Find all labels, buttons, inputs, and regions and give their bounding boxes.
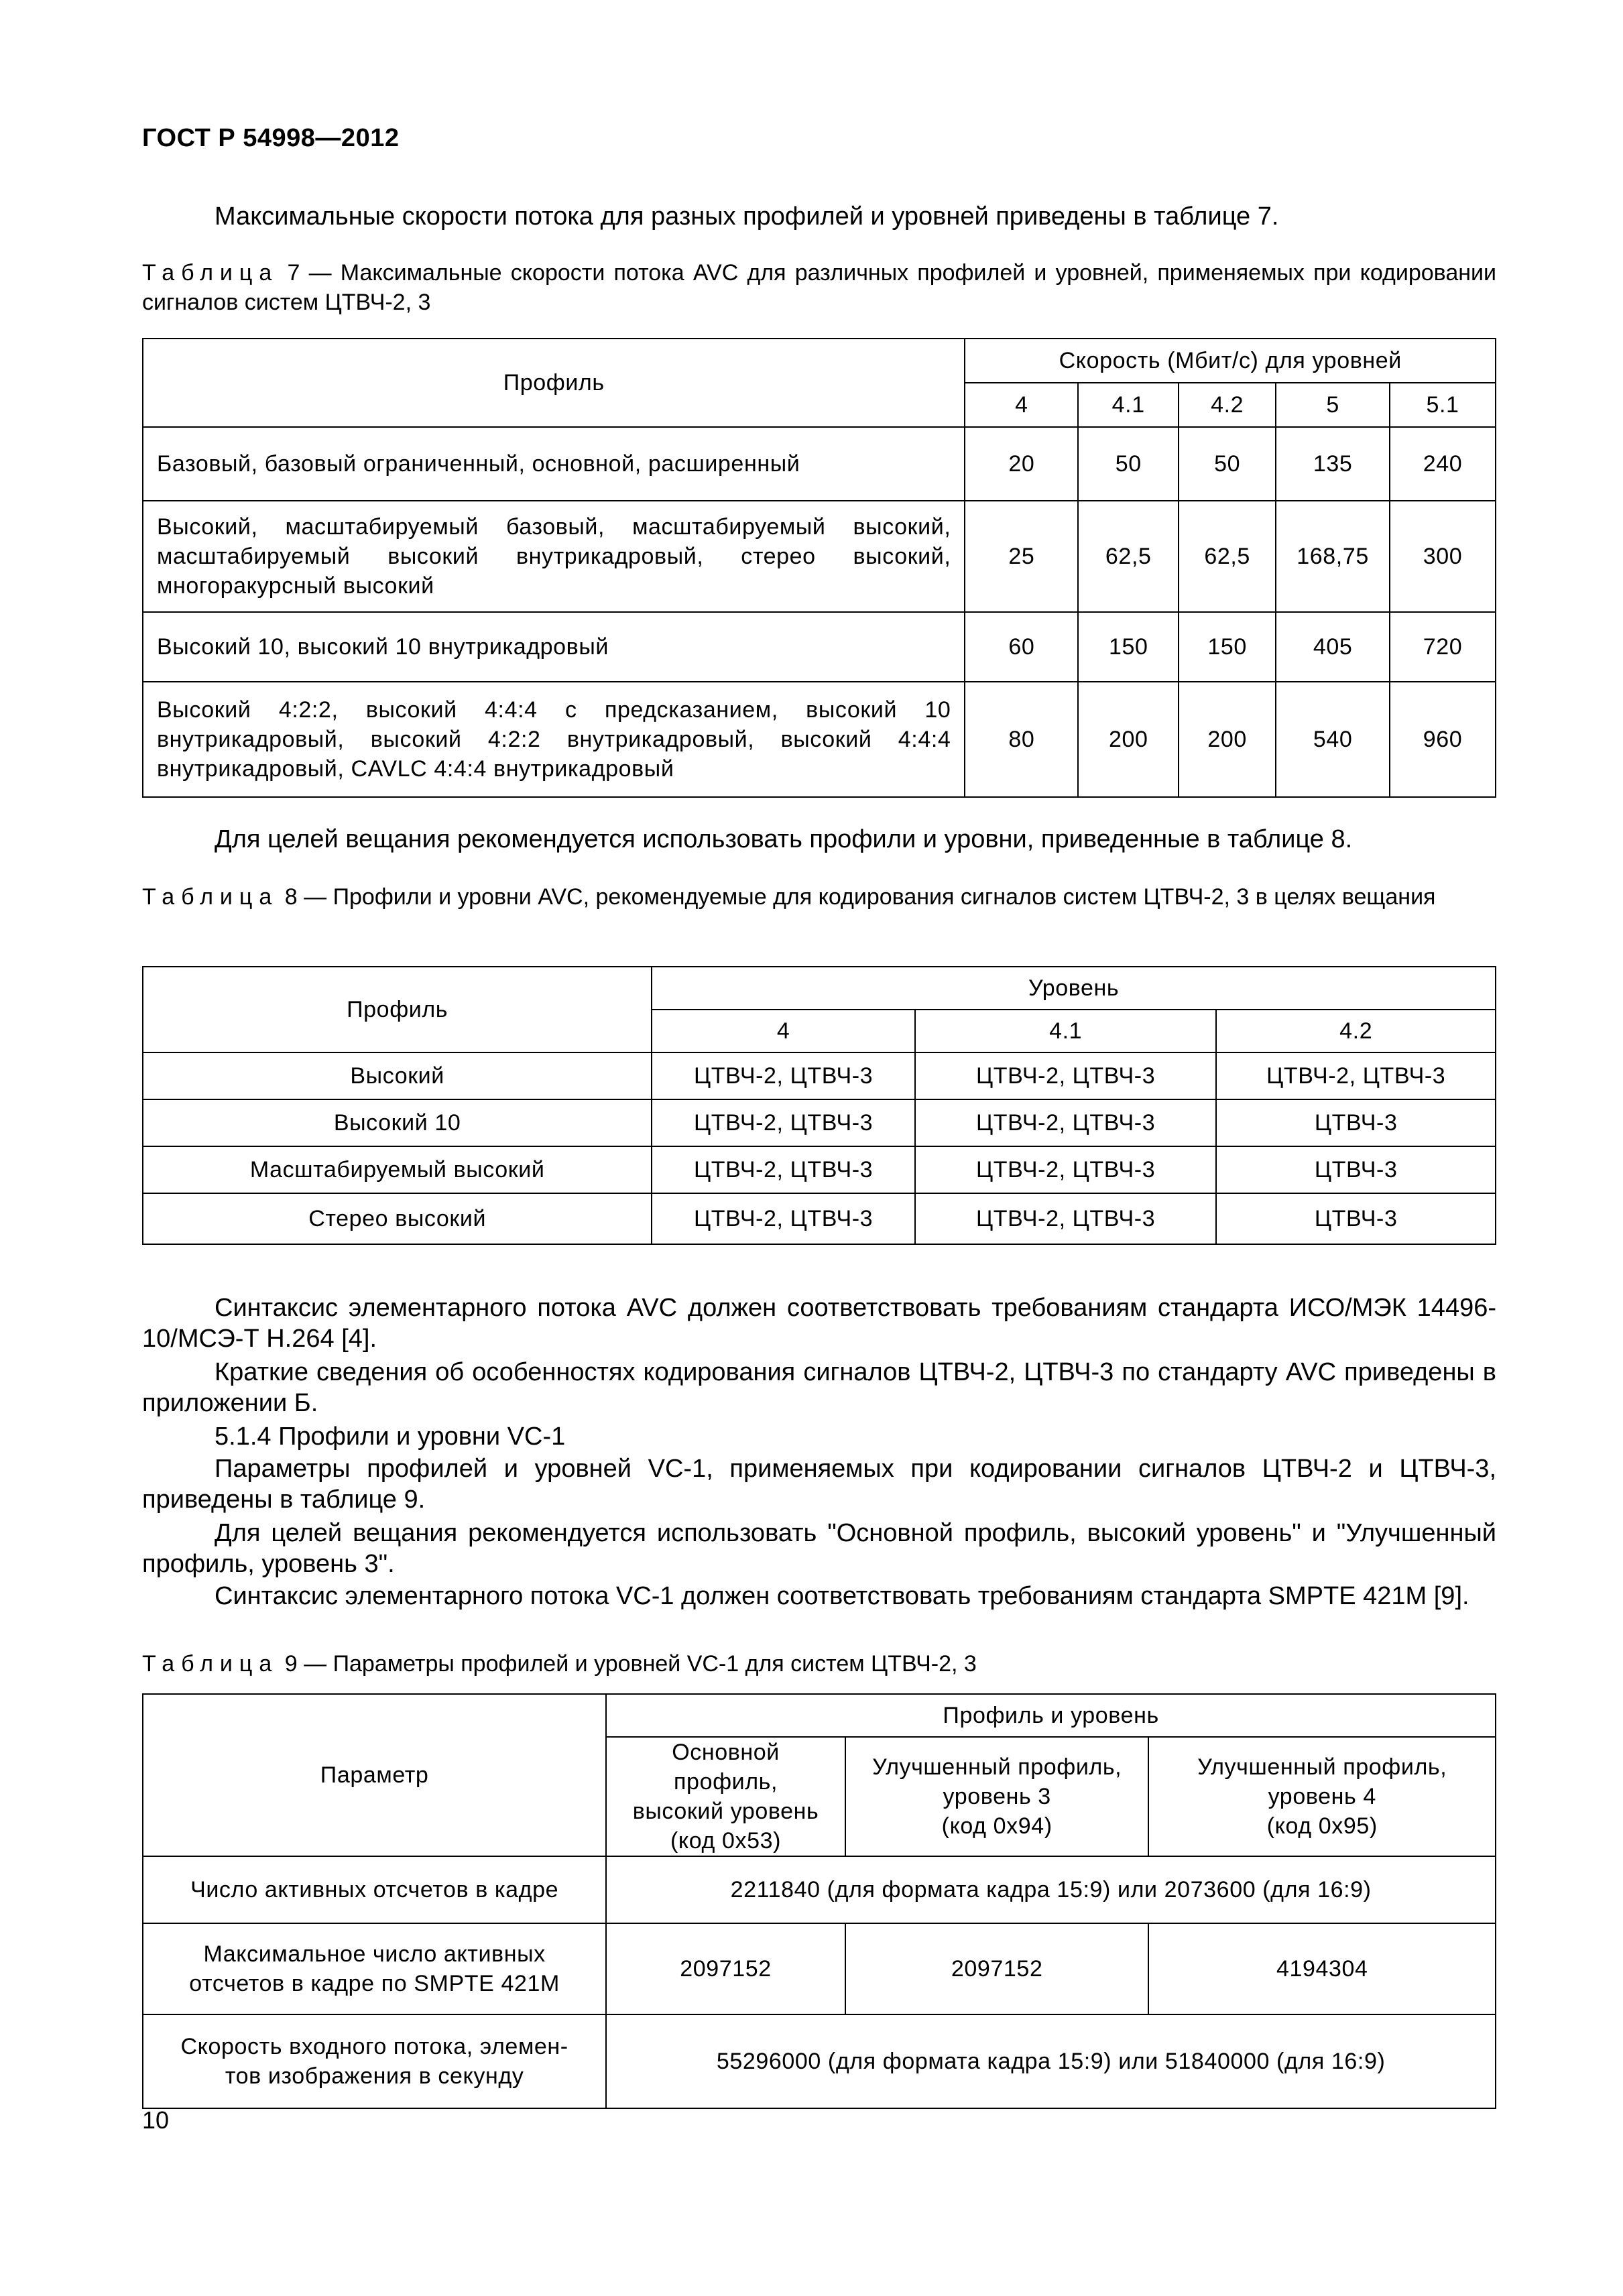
table7-value-cell: 720 [1390, 612, 1496, 682]
table-row [143, 1923, 1496, 2014]
table8-profile-cell: Стерео высокий [143, 1193, 652, 1244]
table7-value-cell: 240 [1390, 427, 1496, 501]
table8-value-cell: ЦТВЧ-2, ЦТВЧ-3 [652, 1193, 915, 1244]
table8-caption-text: 8 — Профили и уровни AVC, рекомендуемые для кодирования сигналов систем ЦТВЧ-2, 3 в целях вещания [284, 884, 1436, 910]
table8-value-cell: ЦТВЧ-3 [1216, 1099, 1496, 1146]
table7-value-cell: 168,75 [1276, 501, 1390, 612]
table9-value-cell: 4194304 [1148, 1923, 1496, 2014]
table-row [143, 1856, 1496, 1923]
body-paragraph: Синтаксис элементарного потока AVC должен соответствовать требованиям стандарта ИСО/МЭК 14496-10/МСЭ-Т H.264 [4]. [142, 1294, 1496, 1353]
table7-value-cell: 150 [1078, 612, 1179, 682]
table7-caption-text: 7 — Максимальные скорости потока AVC для различных профилей и уровней, применяемых при кодировании сигналов систем ЦТВЧ-2, 3 [142, 260, 1496, 315]
table-row [143, 1146, 1496, 1193]
table8-caption [142, 882, 1496, 912]
table-row [143, 1099, 1496, 1146]
table9-header-param: Параметр [143, 1694, 606, 1856]
table7-value-cell: 200 [1078, 682, 1179, 797]
table9-value-cell: 55296000 (для формата кадра 15:9) или 51840000 (для 16:9) [606, 2014, 1496, 2108]
table7-value-cell: 135 [1276, 427, 1390, 501]
table9-subheader [845, 1737, 1149, 1856]
table7-value-cell: 960 [1390, 682, 1496, 797]
table9-param-line: тов изображения в секунду [225, 2063, 524, 2089]
table8-profile-cell: Высокий 10 [143, 1099, 652, 1146]
table9-param-line: Максимальное число активных [203, 1941, 546, 1967]
table-row [143, 501, 1496, 612]
table7-value-cell: 50 [1078, 427, 1179, 501]
table9-subheader-line: (код 0x95) [1266, 1813, 1378, 1839]
body-paragraph: Краткие сведения об особенностях кодирования сигналов ЦТВЧ-2, ЦТВЧ-3 по стандарту AVC приведены в приложении Б. [142, 1358, 1496, 1417]
table7-value-cell: 540 [1276, 682, 1390, 797]
table-row [143, 1052, 1496, 1099]
body-paragraph: Параметры профилей и уровней VC-1, применяемых при кодировании сигналов ЦТВЧ-2 и ЦТВЧ-3, приведены в таблице 9. [142, 1455, 1496, 1514]
table8-profile-cell: Масштабируемый высокий [143, 1146, 652, 1193]
table8-level: 4.2 [1216, 1010, 1496, 1052]
table9-subheader-line: уровень 4 [1268, 1784, 1376, 1809]
table9-value-cell: 2097152 [606, 1923, 845, 2014]
table7-value-cell: 80 [965, 682, 1078, 797]
table8-value-cell: ЦТВЧ-3 [1216, 1146, 1496, 1193]
table7-level: 4.2 [1179, 383, 1276, 427]
table7-level: 5.1 [1390, 383, 1496, 427]
table-row [143, 1193, 1496, 1244]
table7-value-cell: 405 [1276, 612, 1390, 682]
table9-param-cell [143, 2014, 606, 2108]
intro-table8: Для целей вещания рекомендуется использовать профили и уровни, приведенные в таблице 8. [215, 825, 1353, 853]
table7 [142, 338, 1496, 798]
table8-level: 4 [652, 1010, 915, 1052]
table7-caption-word: Таблица [142, 260, 279, 286]
table-row [143, 612, 1496, 682]
intro-table7: Максимальные скорости потока для разных профилей и уровней приведены в таблице 7. [215, 202, 1279, 231]
section-heading: 5.1.4 Профили и уровни VC-1 [215, 1423, 566, 1451]
table8-value-cell: ЦТВЧ-2, ЦТВЧ-3 [1216, 1052, 1496, 1099]
table8-value-cell: ЦТВЧ-2, ЦТВЧ-3 [915, 1193, 1217, 1244]
table-row [143, 2014, 1496, 2108]
page-number: 10 [142, 2106, 170, 2134]
table7-value-cell: 50 [1179, 427, 1276, 501]
table9-param-cell [143, 1923, 606, 2014]
table7-header-speed: Скорость (Мбит/с) для уровней [965, 339, 1496, 383]
table7-profile-cell: Базовый, базовый ограниченный, основной, расширенный [143, 427, 965, 501]
table8-header-profile: Профиль [143, 967, 652, 1052]
table-row [143, 427, 1496, 501]
table8-header-level: Уровень [652, 967, 1496, 1010]
table8-level: 4.1 [915, 1010, 1217, 1052]
table9-subheader-line: (код 0x94) [941, 1813, 1053, 1839]
table9-param-line: отсчетов в кадре по SMPTE 421M [189, 1971, 560, 1996]
table7-caption [142, 258, 1496, 317]
table9 [142, 1693, 1496, 2109]
table9-subheader-line: Основной профиль, [672, 1740, 780, 1795]
table7-value-cell: 62,5 [1078, 501, 1179, 612]
table9-subheader-line: высокий уровень [632, 1799, 819, 1824]
table8-value-cell: ЦТВЧ-2, ЦТВЧ-3 [652, 1146, 915, 1193]
table7-profile-cell: Высокий 10, высокий 10 внутрикадровый [143, 612, 965, 682]
table7-header-profile: Профиль [143, 339, 965, 427]
table9-value-cell: 2211840 (для формата кадра 15:9) или 2073600 (для 16:9) [606, 1856, 1496, 1923]
table9-caption-word: Таблица [142, 1651, 279, 1677]
table9-subheader-line: Улучшенный профиль, [872, 1754, 1122, 1780]
table8-value-cell: ЦТВЧ-2, ЦТВЧ-3 [652, 1099, 915, 1146]
document-header: ГОСТ Р 54998—2012 [142, 124, 400, 152]
table8-value-cell: ЦТВЧ-3 [1216, 1193, 1496, 1244]
table7-value-cell: 200 [1179, 682, 1276, 797]
table9-param-line: Скорость входного потока, элемен- [180, 2034, 568, 2059]
table9-header-group: Профиль и уровень [606, 1694, 1496, 1737]
table9-subheader-line: Улучшенный профиль, [1197, 1754, 1447, 1780]
table8-value-cell: ЦТВЧ-2, ЦТВЧ-3 [915, 1052, 1217, 1099]
table9-subheader [606, 1737, 845, 1856]
table7-value-cell: 300 [1390, 501, 1496, 612]
table7-value-cell: 25 [965, 501, 1078, 612]
table7-level: 4 [965, 383, 1078, 427]
table7-level: 4.1 [1078, 383, 1179, 427]
table8-profile-cell: Высокий [143, 1052, 652, 1099]
table-row [143, 682, 1496, 797]
table9-caption [142, 1649, 1496, 1679]
table9-subheader [1148, 1737, 1496, 1856]
table8 [142, 966, 1496, 1245]
table8-value-cell: ЦТВЧ-2, ЦТВЧ-3 [652, 1052, 915, 1099]
table7-value-cell: 150 [1179, 612, 1276, 682]
table7-level: 5 [1276, 383, 1390, 427]
table7-value-cell: 20 [965, 427, 1078, 501]
body-paragraph: Синтаксис элементарного потока VC-1 должен соответствовать требованиям стандарта SMPTE 421M [9]. [215, 1582, 1469, 1610]
table7-profile-cell: Высокий 4:2:2, высокий 4:4:4 с предсказанием, высокий 10 внутрикадровый, высокий 4:2:2 внутрикадровый, высокий 4:4:4 внутрикадровый, CAVLC 4:4:4 внутрикадровый [143, 682, 965, 797]
table7-profile-cell: Высокий, масштабируемый базовый, масштабируемый высокий, масштабируемый высокий внутрикадровый, стерео высокий, многоракурсный высокий [143, 501, 965, 612]
table8-value-cell: ЦТВЧ-2, ЦТВЧ-3 [915, 1146, 1217, 1193]
table8-caption-word: Таблица [142, 884, 279, 910]
table9-subheader-line: уровень 3 [943, 1784, 1051, 1809]
table9-value-cell: 2097152 [845, 1923, 1149, 2014]
table9-caption-text: 9 — Параметры профилей и уровней VC-1 для систем ЦТВЧ-2, 3 [284, 1651, 977, 1677]
body-paragraph: Для целей вещания рекомендуется использовать "Основной профиль, высокий уровень" и "Улучшенный профиль, уровень 3". [142, 1519, 1496, 1578]
table7-value-cell: 62,5 [1179, 501, 1276, 612]
table9-param-cell: Число активных отсчетов в кадре [143, 1856, 606, 1923]
table8-value-cell: ЦТВЧ-2, ЦТВЧ-3 [915, 1099, 1217, 1146]
table7-value-cell: 60 [965, 612, 1078, 682]
table9-subheader-line: (код 0x53) [670, 1828, 782, 1854]
